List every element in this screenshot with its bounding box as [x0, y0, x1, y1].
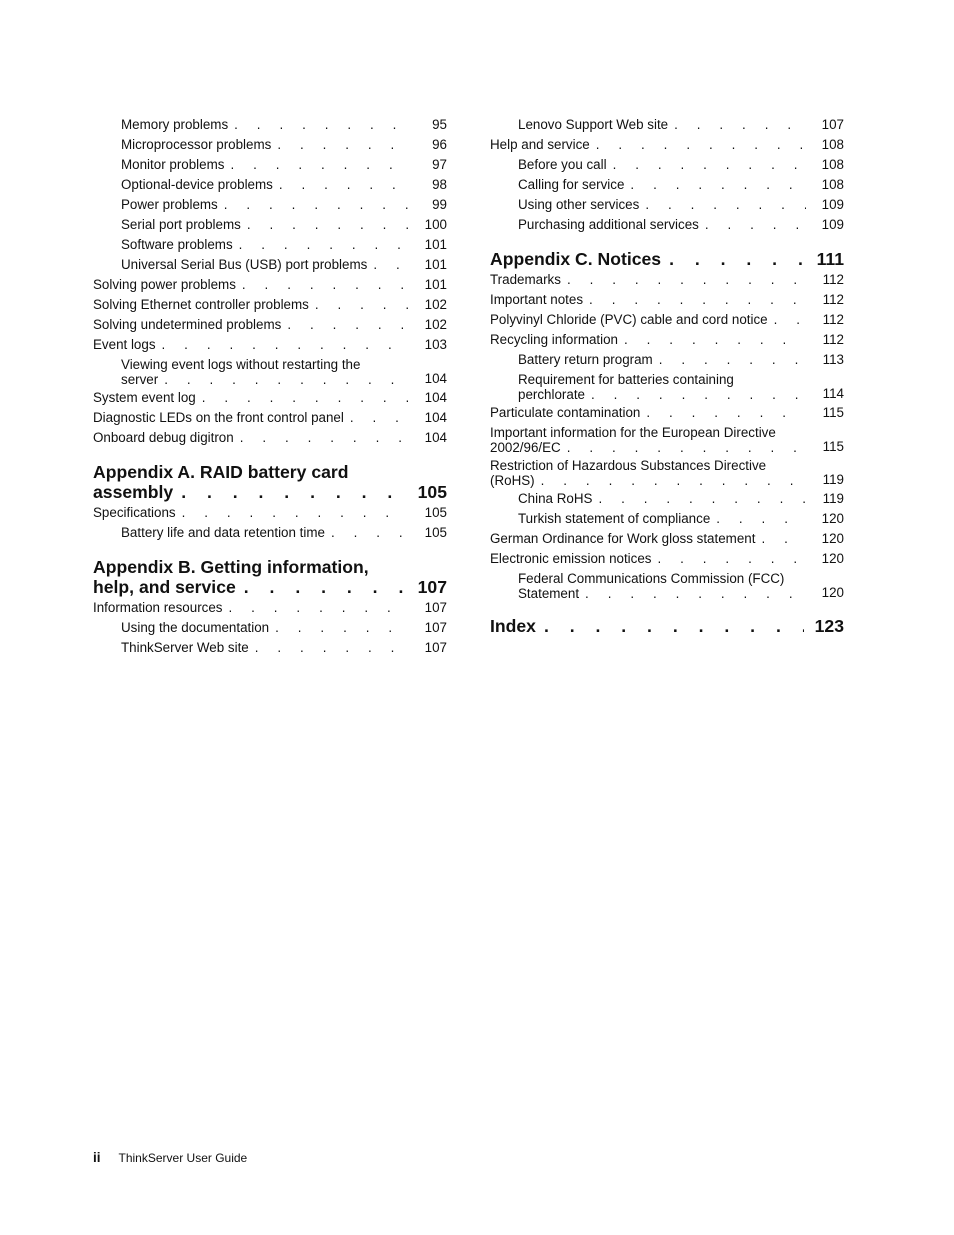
- toc-entry-line: [93, 335, 409, 355]
- leader-dots: [242, 275, 409, 295]
- leader-dots: [244, 577, 407, 597]
- toc-page-number: 104: [424, 390, 447, 405]
- toc-page-number: 105: [417, 482, 447, 502]
- toc-entry-line: [93, 577, 407, 597]
- toc-page-number: 120: [821, 511, 844, 526]
- toc-page-number: 108: [821, 157, 844, 172]
- toc-subentry[interactable]: [490, 215, 844, 235]
- toc-entry-title-line: Appendix B. Getting information,: [93, 557, 369, 577]
- toc-entry-title: help, and service: [93, 577, 236, 597]
- leader-dots: [224, 195, 409, 215]
- toc-entry-line: [121, 638, 409, 658]
- toc-entry-title: Polyvinyl Chloride (PVC) cable and cord notice: [490, 312, 768, 327]
- toc-page-number: 96: [432, 137, 447, 152]
- toc-entry-title-line: Viewing event logs without restarting the: [121, 357, 361, 372]
- toc-subentry[interactable]: [93, 523, 447, 543]
- toc-entry-title: Recycling information: [490, 332, 619, 347]
- leader-dots: [240, 428, 409, 448]
- footer-book-title: ThinkServer User Guide: [118, 1151, 248, 1165]
- toc-entry[interactable]: [490, 310, 844, 330]
- leader-dots: [761, 529, 806, 549]
- toc-page-number: 113: [822, 352, 844, 367]
- toc-subentry[interactable]: [93, 255, 447, 275]
- toc-subentry[interactable]: [93, 355, 447, 388]
- toc-entry-line: [490, 270, 806, 290]
- leader-dots: [544, 616, 804, 636]
- toc-page-number: 101: [424, 237, 447, 252]
- toc-entry-title: Onboard debug digitron: [93, 430, 234, 445]
- toc-entry-title: Solving Ethernet controller problems: [93, 297, 309, 312]
- toc-subentry[interactable]: [490, 509, 844, 529]
- leader-dots: [716, 509, 806, 529]
- toc-entry-line: [490, 403, 806, 423]
- toc-entry[interactable]: [93, 408, 447, 428]
- toc-entry-title: perchlorate: [518, 387, 585, 402]
- toc-page-number: 112: [822, 272, 844, 287]
- leader-dots: [279, 175, 409, 195]
- toc-page-number: 101: [424, 277, 447, 292]
- toc-entry[interactable]: [490, 290, 844, 310]
- toc-entry-line: [490, 529, 806, 549]
- toc-entry[interactable]: [490, 529, 844, 549]
- toc-entry-title: Event logs: [93, 337, 156, 352]
- toc-entry-title: Specifications: [93, 505, 176, 520]
- toc-entry[interactable]: [490, 549, 844, 569]
- toc-page-number: 108: [821, 137, 844, 152]
- toc-entry[interactable]: [490, 270, 844, 290]
- leader-dots: [239, 235, 409, 255]
- leader-dots: [247, 215, 409, 235]
- toc-entry-title: (RoHS): [490, 473, 535, 488]
- toc-entry-line: [121, 523, 409, 543]
- toc-subentry[interactable]: [490, 115, 844, 135]
- toc-entry-title: Battery life and data retention time: [121, 525, 325, 540]
- toc-entry[interactable]: [490, 403, 844, 423]
- toc-subentry[interactable]: [490, 569, 844, 602]
- toc-subentry[interactable]: [93, 155, 447, 175]
- toc-entry-title: Power problems: [121, 197, 218, 212]
- toc-subentry[interactable]: [93, 115, 447, 135]
- toc-entry-line: [93, 598, 409, 618]
- leader-dots: [613, 155, 806, 175]
- leader-dots: [181, 482, 407, 502]
- toc-page-number: 97: [432, 157, 447, 172]
- toc-entry-line: [490, 249, 804, 269]
- page-footer: [93, 1150, 247, 1166]
- toc-entry-title: Electronic emission notices: [490, 551, 652, 566]
- toc-entry-line: [121, 618, 409, 638]
- toc-page-number: 104: [424, 430, 447, 445]
- toc-entry-title: Solving power problems: [93, 277, 236, 292]
- toc-entry-line: [490, 310, 806, 330]
- toc-page-number: 102: [424, 317, 447, 332]
- toc-page-number: 105: [424, 525, 447, 540]
- toc-entry-title: Optional-device problems: [121, 177, 273, 192]
- leader-dots: [646, 403, 806, 423]
- footer-page-number: ii: [93, 1150, 101, 1165]
- toc-entry[interactable]: [93, 388, 447, 408]
- toc-page-number: 114: [822, 386, 844, 401]
- toc-entry-title: Particulate contamination: [490, 405, 641, 420]
- toc-page-number: 123: [814, 616, 844, 636]
- toc-entry-title: Important notes: [490, 292, 584, 307]
- toc-entry-line: [121, 255, 409, 275]
- toc-section-heading[interactable]: [93, 462, 447, 502]
- toc-page-number: 120: [821, 585, 844, 600]
- toc-entry-title: Information resources: [93, 600, 223, 615]
- toc-entry[interactable]: [490, 330, 844, 350]
- leader-dots: [598, 489, 806, 509]
- toc-entry-title: Memory problems: [121, 117, 229, 132]
- toc-entry-line: [518, 489, 806, 509]
- toc-page-number: 109: [821, 197, 844, 212]
- leader-dots: [331, 523, 409, 543]
- toc-entry-title: assembly: [93, 482, 174, 502]
- toc-subentry[interactable]: [93, 135, 447, 155]
- toc-entry-line: [490, 135, 806, 155]
- toc-entry-title: Calling for service: [518, 177, 625, 192]
- toc-entry-title: China RoHS: [518, 491, 593, 506]
- toc-entry-title: Diagnostic LEDs on the front control panel: [93, 410, 344, 425]
- toc-page-number: 112: [822, 312, 844, 327]
- toc-entry-line: [93, 388, 409, 408]
- leader-dots: [659, 350, 806, 370]
- toc-subentry[interactable]: [490, 370, 844, 403]
- toc-entry-title: Before you call: [518, 157, 607, 172]
- toc-entry-title: 2002/96/EC: [490, 440, 561, 455]
- toc-page-number: 99: [432, 197, 447, 212]
- toc-page-number: 108: [821, 177, 844, 192]
- toc-entry-line: [93, 315, 409, 335]
- toc-page-number: 103: [424, 337, 447, 352]
- toc-entry-line: [518, 350, 806, 370]
- toc-entry-title-line: Important information for the European Directive: [490, 425, 776, 440]
- toc-page-number: 111: [816, 249, 844, 269]
- toc-entry-title: System event log: [93, 390, 196, 405]
- toc-page-number: 119: [822, 472, 844, 487]
- toc-page-number: 104: [424, 410, 447, 425]
- toc-page-number: 120: [821, 531, 844, 546]
- toc-page-number: 115: [822, 405, 844, 420]
- toc-entry[interactable]: [93, 503, 447, 523]
- toc-section-heading[interactable]: [93, 557, 447, 597]
- toc-entry-line: [518, 509, 806, 529]
- toc-entry-line: [121, 135, 409, 155]
- toc-subentry[interactable]: [490, 155, 844, 175]
- toc-subentry[interactable]: [93, 235, 447, 255]
- toc-entry-title: Software problems: [121, 237, 233, 252]
- leader-dots: [373, 255, 409, 275]
- toc-entry-title: Using other services: [518, 197, 640, 212]
- toc-subentry[interactable]: [490, 175, 844, 195]
- toc-entry-title: Using the documentation: [121, 620, 270, 635]
- leader-dots: [630, 175, 806, 195]
- toc-page-number: 119: [822, 491, 844, 506]
- toc-entry-title: Serial port problems: [121, 217, 241, 232]
- toc-entry-title: Statement: [518, 586, 580, 601]
- leader-dots: [645, 195, 806, 215]
- leader-dots: [234, 115, 409, 135]
- toc-entry-line: [121, 235, 409, 255]
- toc-right-column: [490, 115, 844, 637]
- leader-dots: [585, 586, 806, 602]
- toc-entry-line: [518, 387, 806, 403]
- toc-entry-title: Microprocessor problems: [121, 137, 272, 152]
- toc-page-number: 95: [432, 117, 447, 132]
- toc-page-number: 109: [821, 217, 844, 232]
- toc-entry-title: Universal Serial Bus (USB) port problems: [121, 257, 368, 272]
- toc-entry-title: Turkish statement of compliance: [518, 511, 711, 526]
- toc-entry-line: [518, 586, 806, 602]
- toc-entry-title: Lenovo Support Web site: [518, 117, 669, 132]
- toc-entry-title: Trademarks: [490, 272, 561, 287]
- toc-page-number: 107: [424, 600, 447, 615]
- leader-dots: [277, 135, 409, 155]
- toc-entry-line: [490, 473, 806, 489]
- toc-entry-line: [121, 115, 409, 135]
- toc-entry-line: [490, 440, 806, 456]
- leader-dots: [658, 549, 807, 569]
- toc-entry-line: [93, 428, 409, 448]
- toc-entry-title: Purchasing additional services: [518, 217, 699, 232]
- toc-entry-line: [518, 215, 806, 235]
- toc-entry-line: [93, 482, 407, 502]
- toc-entry-line: [121, 215, 409, 235]
- leader-dots: [275, 618, 409, 638]
- toc-entry[interactable]: [93, 335, 447, 355]
- toc-subentry[interactable]: [490, 195, 844, 215]
- toc-entry-line: [518, 195, 806, 215]
- leader-dots: [255, 638, 409, 658]
- toc-page-number: 115: [822, 439, 844, 454]
- toc-entry-line: [93, 295, 409, 315]
- toc-entry-line: [93, 275, 409, 295]
- leader-dots: [596, 135, 806, 155]
- toc-entry[interactable]: [490, 423, 844, 456]
- leader-dots: [541, 473, 806, 489]
- toc-entry-title: Index: [490, 616, 536, 636]
- toc-entry-title: Appendix C. Notices: [490, 249, 662, 269]
- toc-entry-line: [121, 372, 409, 388]
- toc-entry-title: Monitor problems: [121, 157, 225, 172]
- toc-entry-title: server: [121, 372, 159, 387]
- leader-dots: [350, 408, 409, 428]
- toc-entry-title-line: Restriction of Hazardous Substances Directive: [490, 458, 767, 473]
- toc-entry-line: [518, 155, 806, 175]
- leader-dots: [164, 372, 409, 388]
- toc-page-number: 105: [424, 505, 447, 520]
- toc-subentry[interactable]: [93, 175, 447, 195]
- leader-dots: [705, 215, 806, 235]
- toc-page-number: 120: [821, 551, 844, 566]
- toc-entry-title: German Ordinance for Work gloss statement: [490, 531, 756, 546]
- leader-dots: [162, 335, 409, 355]
- toc-entry[interactable]: [93, 295, 447, 315]
- leader-dots: [229, 598, 410, 618]
- toc-subentry[interactable]: [490, 350, 844, 370]
- toc-entry-title-line: Appendix A. RAID battery card: [93, 462, 349, 482]
- leader-dots: [567, 440, 806, 456]
- toc-page-number: 100: [424, 217, 447, 232]
- toc-page-number: 107: [424, 620, 447, 635]
- toc-entry-title: ThinkServer Web site: [121, 640, 249, 655]
- toc-page-number: 101: [424, 257, 447, 272]
- leader-dots: [774, 310, 806, 330]
- toc-entry-title: Battery return program: [518, 352, 653, 367]
- toc-page-number: 104: [424, 371, 447, 386]
- toc-entry[interactable]: [93, 275, 447, 295]
- leader-dots: [202, 388, 409, 408]
- toc-entry-line: [121, 175, 409, 195]
- toc-section-heading[interactable]: [490, 616, 844, 636]
- toc-entry[interactable]: [490, 456, 844, 489]
- toc-page-number: 102: [424, 297, 447, 312]
- toc-left-column: [93, 115, 447, 658]
- toc-page-number: 112: [822, 332, 844, 347]
- toc-entry-line: [93, 408, 409, 428]
- leader-dots: [315, 295, 409, 315]
- leader-dots: [674, 115, 806, 135]
- toc-entry-line: [518, 115, 806, 135]
- toc-entry[interactable]: [93, 598, 447, 618]
- toc-entry[interactable]: [93, 428, 447, 448]
- leader-dots: [182, 503, 409, 523]
- toc-entry-line: [121, 195, 409, 215]
- toc-page-number: 112: [822, 292, 844, 307]
- leader-dots: [591, 387, 806, 403]
- toc-page-number: 98: [432, 177, 447, 192]
- leader-dots: [230, 155, 409, 175]
- toc-entry-title: Help and service: [490, 137, 590, 152]
- toc-subentry[interactable]: [93, 195, 447, 215]
- leader-dots: [589, 290, 806, 310]
- leader-dots: [287, 315, 409, 335]
- toc-entry[interactable]: [490, 135, 844, 155]
- leader-dots: [669, 249, 804, 269]
- toc-entry-line: [490, 616, 804, 636]
- toc-entry-title: Solving undetermined problems: [93, 317, 282, 332]
- toc-entry-line: [121, 155, 409, 175]
- toc-entry[interactable]: [93, 315, 447, 335]
- toc-subentry[interactable]: [93, 618, 447, 638]
- leader-dots: [567, 270, 806, 290]
- toc-page-number: 107: [821, 117, 844, 132]
- toc-entry-line: [93, 503, 409, 523]
- toc-subentry[interactable]: [490, 489, 844, 509]
- toc-entry-line: [490, 549, 806, 569]
- toc-entry-line: [490, 330, 806, 350]
- toc-subentry[interactable]: [93, 215, 447, 235]
- leader-dots: [624, 330, 806, 350]
- toc-section-heading[interactable]: [490, 249, 844, 269]
- toc-entry-title-line: Requirement for batteries containing: [518, 372, 734, 387]
- toc-page-number: 107: [424, 640, 447, 655]
- toc-entry-line: [518, 175, 806, 195]
- toc-entry-line: [490, 290, 806, 310]
- toc-entry-title-line: Federal Communications Commission (FCC): [518, 571, 785, 586]
- toc-page-number: 107: [417, 577, 447, 597]
- toc-subentry[interactable]: [93, 638, 447, 658]
